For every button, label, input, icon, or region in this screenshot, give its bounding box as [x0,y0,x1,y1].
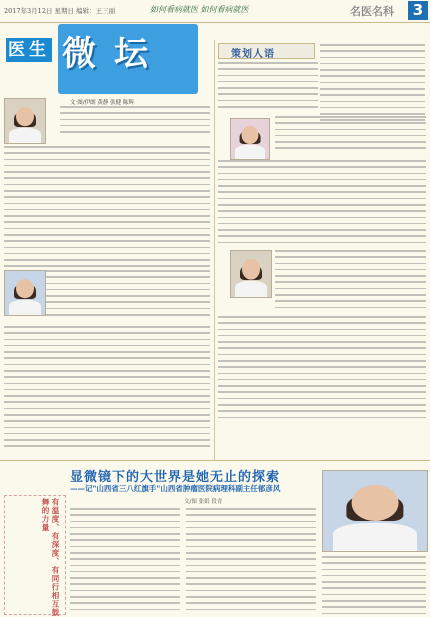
feature-text-1 [70,508,180,615]
feature-photo [322,470,428,552]
column-divider [214,40,215,460]
column-title-box [218,43,315,59]
intro-text-block-2 [218,62,318,112]
sidebar-vertical-text: 有温度、有深度、有同行相互鼓舞的力量 [41,498,60,617]
doctor-photo-2 [4,98,46,144]
feature-text-2 [186,508,316,615]
column-title: 策划人语 [231,49,275,60]
article-text-7 [275,250,426,313]
doctor-label: 医生 [8,40,50,60]
page-number-badge: 3 [408,1,428,20]
section-divider [0,460,430,461]
doctor-photo-3 [4,270,46,316]
feature-text-3 [322,556,426,617]
banner-byline: 文·图/伊朗 黄静 张健 陈辉 [70,100,134,106]
article-text-2 [4,146,210,272]
article-text-3 [46,270,210,320]
article-text-1 [60,106,210,137]
weitan-banner-title: 微坛 [62,34,166,74]
header-section-name: 名医名科 [350,5,394,18]
doctor-photo-1 [230,118,270,160]
article-text-5 [275,116,426,154]
feature-subtitle: ——记"山西省三八红旗手"山西省肿瘤医院病理科副主任郁彦风 [70,484,281,493]
feature-title: 显微镜下的大世界是她无止的探索 [70,470,281,485]
page-header [0,0,430,23]
doctor-photo-4 [230,250,272,298]
article-text-8 [218,316,426,423]
article-text-6 [218,160,426,248]
article-text-4 [4,326,210,452]
header-date-editor: 2017年3月12日 星期日 编辑：王三丽 [4,7,116,15]
feature-byline: 文/图 张娟 段青 [184,499,223,505]
intro-text-block [320,44,425,126]
header-slogan: 如何看病就医 如何看病就医 [150,5,249,14]
